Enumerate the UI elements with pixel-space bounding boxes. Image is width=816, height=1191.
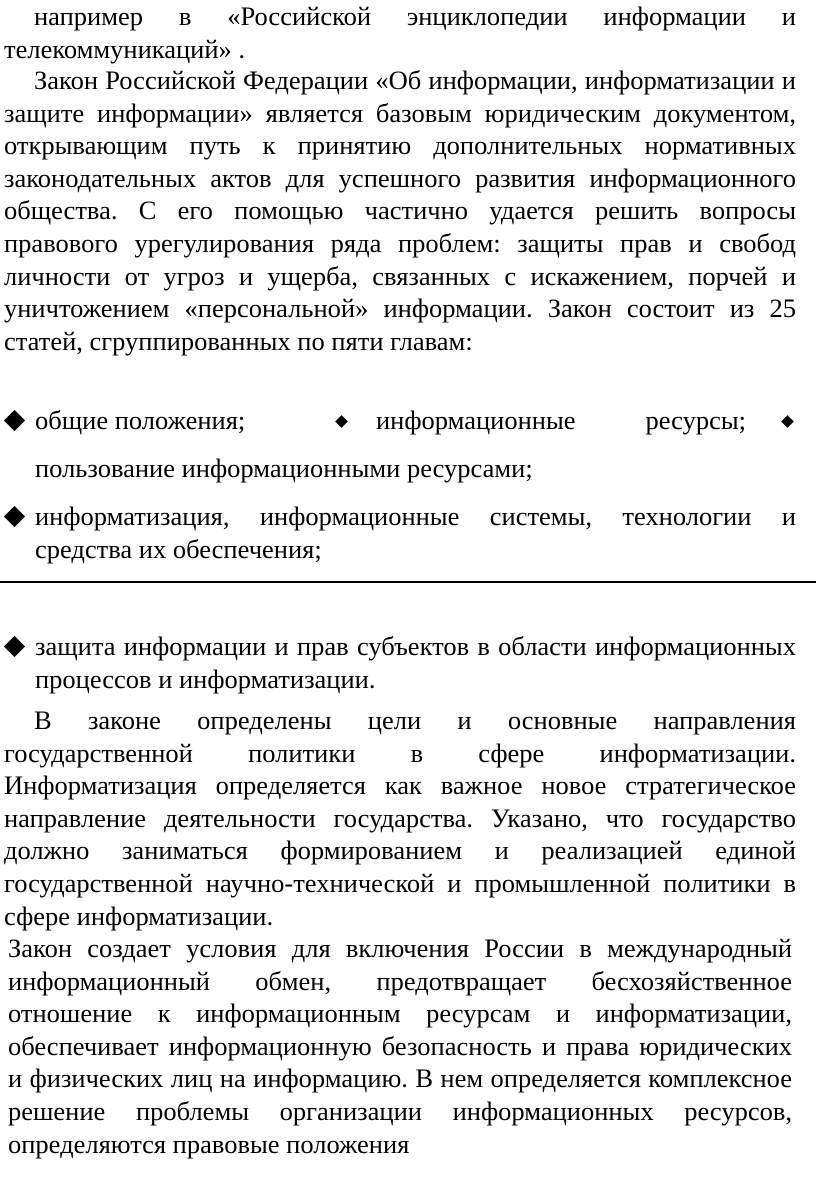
paragraph-intro-tail: например в «Российской энциклопедии информации и телекоммуникаций» .: [4, 1, 796, 64]
chapter-usage-label: пользование информационными ресурсами;: [35, 453, 533, 483]
paragraph-goals: В законе определены цели и основные направления государственной политики в сфере информатизации. Информатизация определяется как важное новое стратегическое направление деятельности государства. Указано, что государство должно заниматься формированием и реализацией единой государственной научно-технической и промышленной политики в сфере информатизации.: [4, 705, 796, 931]
chapter-systems-label: информатизация, информационные системы, технологии и средства их обеспечения;: [35, 501, 796, 564]
diamond-bullet-icon: [4, 410, 25, 431]
chapter-list-row: [4, 404, 796, 444]
paragraph-law-description: Закон Российской Федерации «Об информации, информатизации и защите информации» является базовым юридическим документом, открывающим путь к принятию дополнительных нормативных законодательных актов для успешного развития информационного общества. С его помощью частично удается решить вопросы правового урегулирования ряда проблем: защиты прав и свобод личности от угроз и ущерба, связанных с искажением, порчей и уничтожением «персональной» информации. Закон состоит из 25 статей, сгруппированных по пяти главам:: [4, 65, 796, 356]
diamond-bullet-icon: [4, 636, 25, 657]
diamond-bullet-icon: [781, 415, 794, 428]
page-divider: [0, 581, 816, 583]
chapter-resources-label: информационные ресурсы;: [376, 405, 746, 435]
diamond-bullet-icon: [335, 415, 348, 428]
chapter-general-label: общие положения;: [35, 405, 246, 435]
paragraph-conditions: Закон создает условия для включения России в международный информационный обмен, предотвращает бесхозяйственное отношение к информационным ресурсам и информатизации, обеспечивает информационную безопасность и права юридических и физических лиц на информацию. В нем определяется комплексное решение проблемы организации информационных ресурсов, определяются правовые положения: [8, 933, 792, 1159]
diamond-bullet-icon: [4, 506, 25, 527]
chapter-protection-label: защита информации и прав субъектов в области информационных процессов и информатизации.: [35, 631, 796, 694]
